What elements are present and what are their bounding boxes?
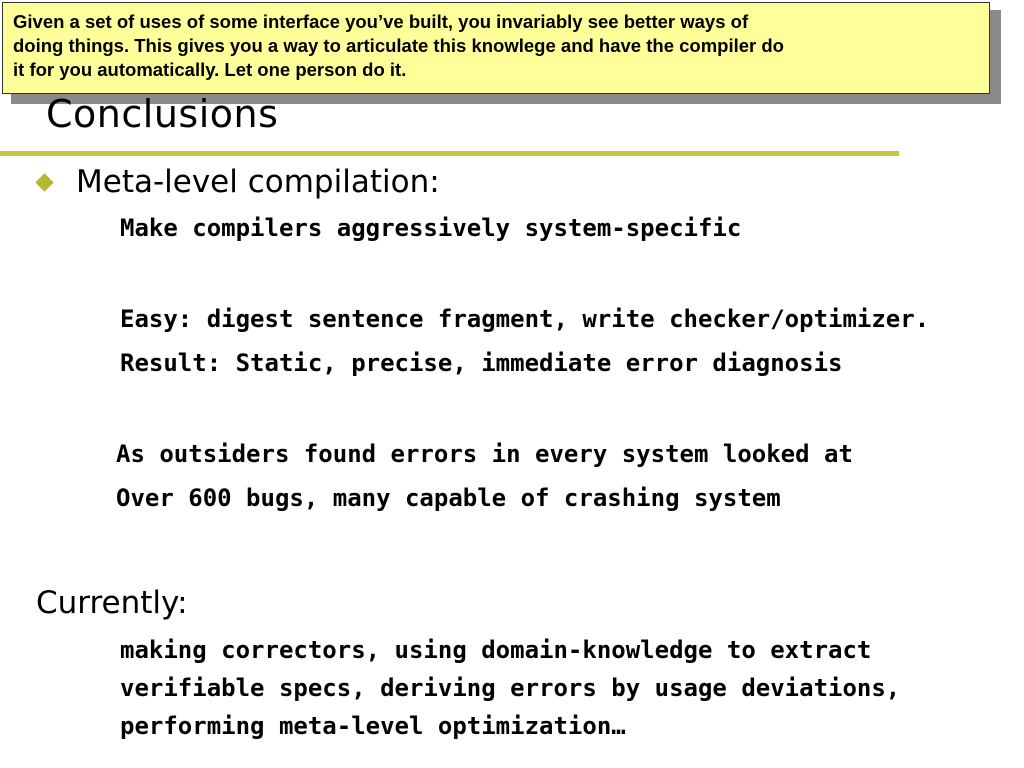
currently-heading: Currently: — [36, 585, 188, 621]
sub-point: As outsiders found errors in every system looked at — [116, 440, 853, 468]
callout-line: doing things. This gives you a way to articulate this knowlege and have the compiler do — [13, 35, 784, 56]
sub-point: Make compilers aggressively system-specific — [120, 214, 742, 242]
callout-note — [2, 2, 990, 94]
slide-title: Conclusions — [46, 92, 279, 136]
callout-line: Given a set of uses of some interface you’ve built, you invariably see better ways of — [13, 11, 749, 32]
sub-point: Result: Static, precise, immediate error diagnosis — [120, 349, 843, 377]
currently-line: performing meta-level optimization… — [120, 712, 626, 740]
sub-point: Over 600 bugs, many capable of crashing system — [116, 484, 781, 512]
currently-line: making correctors, using domain-knowledge to extract — [120, 636, 872, 664]
callout-line: it for you automatically. Let one person do it. — [13, 59, 407, 80]
currently-line: verifiable specs, deriving errors by usage deviations, — [120, 674, 901, 702]
diamond-bullet-icon — [35, 173, 53, 191]
sub-point: Easy: digest sentence fragment, write checker/optimizer. — [120, 305, 930, 333]
bullet-heading: Meta-level compilation: — [76, 164, 440, 200]
title-divider — [0, 151, 899, 156]
